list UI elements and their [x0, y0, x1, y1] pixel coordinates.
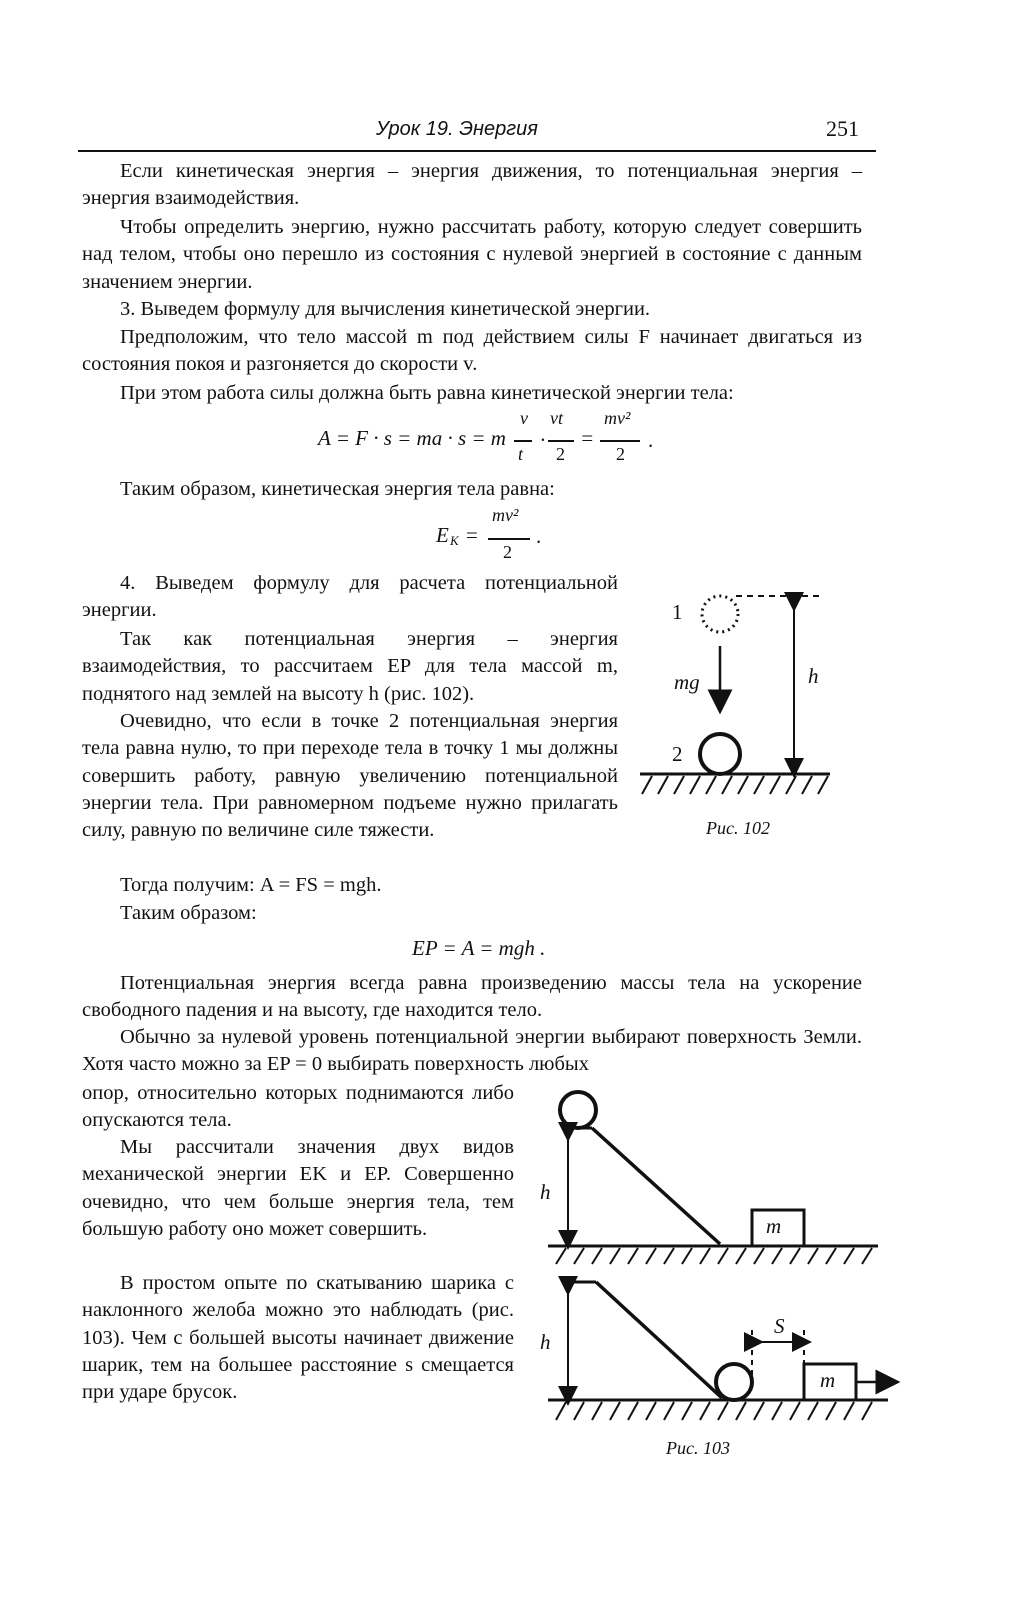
formula-ek-sub: K [450, 533, 459, 548]
paragraph-4: Предположим, что тело массой m под действием силы F начинает двигаться из состояния покоя и разгоняется до скорости v. [82, 326, 862, 376]
page-number: 251 [826, 116, 859, 141]
formula-work-vt: vt [550, 408, 563, 428]
ek-equals: = [466, 523, 478, 547]
paragraph-2: Чтобы определить энергию, нужно рассчитать работу, которую следует совершить над телом, чтобы оно перешло из состояния с нулевой энергией в состояние с данным значением энергии. [82, 216, 862, 293]
ramp-top [592, 1128, 720, 1244]
period-mark: . [648, 428, 654, 452]
paragraph-6: Таким образом, кинетическая энергия тела равна: [120, 478, 555, 500]
paragraph-5: При этом работа силы должна быть равна кинетической энергии тела: [120, 382, 734, 404]
fig103-label-s: S [774, 1314, 785, 1338]
dot-operator: · [540, 428, 546, 452]
paragraph-14: опор, относительно которых поднимаются либо опускаются тела. [82, 1082, 514, 1132]
fraction-bar-vt-2 [548, 440, 574, 442]
figure-102-drawing [640, 584, 840, 804]
header-rule [78, 150, 876, 152]
ramp-bottom [596, 1282, 722, 1398]
paragraph-11: Таким образом: [120, 902, 257, 924]
ball-position-1 [702, 596, 738, 632]
paragraph-7: 4. Выведем формулу для расчета потенциальной энергии. [82, 572, 618, 622]
fig102-label-1: 1 [672, 600, 683, 624]
formula-work-2a: 2 [556, 444, 565, 464]
formula-ek-den: 2 [503, 542, 512, 562]
paragraph-8: Так как потенциальная энергия – энергия взаимодействия, то рассчитаем EP для тела массой m, поднятого над землей на высоту h (рис. 102). [82, 628, 618, 705]
fig102-label-2: 2 [672, 742, 683, 766]
paragraph-3: 3. Выведем формулу для вычисления кинетической энергии. [120, 298, 651, 320]
figure-102-caption: Рис. 102 [706, 818, 770, 838]
fig103-label-h-bottom: h [540, 1330, 551, 1354]
paragraph-16: В простом опыте по скатыванию шарика с наклонного желоба можно это наблюдать (рис. 103). Чем с большей высоты начинает движение шарик, тем на большее расстояние s смещается при ударе брусок. [82, 1272, 514, 1404]
fig103-label-m-top: m [766, 1214, 782, 1238]
equals-sign: = [580, 426, 595, 450]
fraction-bar-mv2-2 [600, 440, 640, 442]
formula-work-2b: 2 [616, 444, 625, 464]
formula-work-lhs: A = F · s = ma · s = m [318, 426, 506, 450]
ball-bottom [716, 1364, 752, 1400]
fraction-bar-ek [488, 538, 530, 540]
fig103-label-h-top: h [540, 1180, 551, 1204]
formula-ep: EP = A = mgh . [412, 936, 546, 960]
paragraph-13: Обычно за нулевой уровень потенциальной энергии выбирают поверхность Земли. Хотя часто можно за EP = 0 выбирать поверхность любых [82, 1026, 862, 1076]
paragraph-15: Мы рассчитали значения двух видов механической энергии EK и EP. Совершенно очевидно, что чем больше энергия тела, тем большую работу оно может совершить. [82, 1136, 514, 1240]
ball-top [560, 1092, 596, 1128]
ek-period: . [536, 524, 542, 548]
fig102-label-h: h [808, 664, 819, 688]
page-header-title: Урок 19. Энергия [376, 118, 538, 140]
paragraph-10: Тогда получим: A = FS = mgh. [120, 874, 382, 896]
fig102-label-mg: mg [674, 670, 700, 694]
ball-position-2 [700, 734, 740, 774]
formula-work-v: v [520, 408, 528, 428]
formula-work-t: t [518, 444, 524, 464]
formula-work-mv2: mv² [604, 408, 631, 428]
paragraph-12: Потенциальная энергия всегда равна произведению массы тела на ускорение свободного падения и на высоту, где находится тело. [82, 972, 862, 1022]
figure-103-drawing [538, 1086, 908, 1446]
paragraph-1: Если кинетическая энергия – энергия движения, то потенциальная энергия – энергия взаимодействия. [82, 160, 862, 210]
paragraph-9: Очевидно, что если в точке 2 потенциальная энергия тела равна нулю, то при переходе тела в точку 1 мы должны совершить работу, равную увеличению потенциальной энергии тела. При равномерном подъеме нужно прилагать силу, равную по величине силе тяжести. [82, 710, 618, 842]
formula-ek-lhs: E [436, 523, 449, 547]
fraction-bar-v-t [514, 440, 532, 442]
fig103-label-m-bottom: m [820, 1368, 836, 1392]
figure-103-caption: Рис. 103 [666, 1438, 730, 1458]
formula-ek-num: mv² [492, 505, 519, 525]
